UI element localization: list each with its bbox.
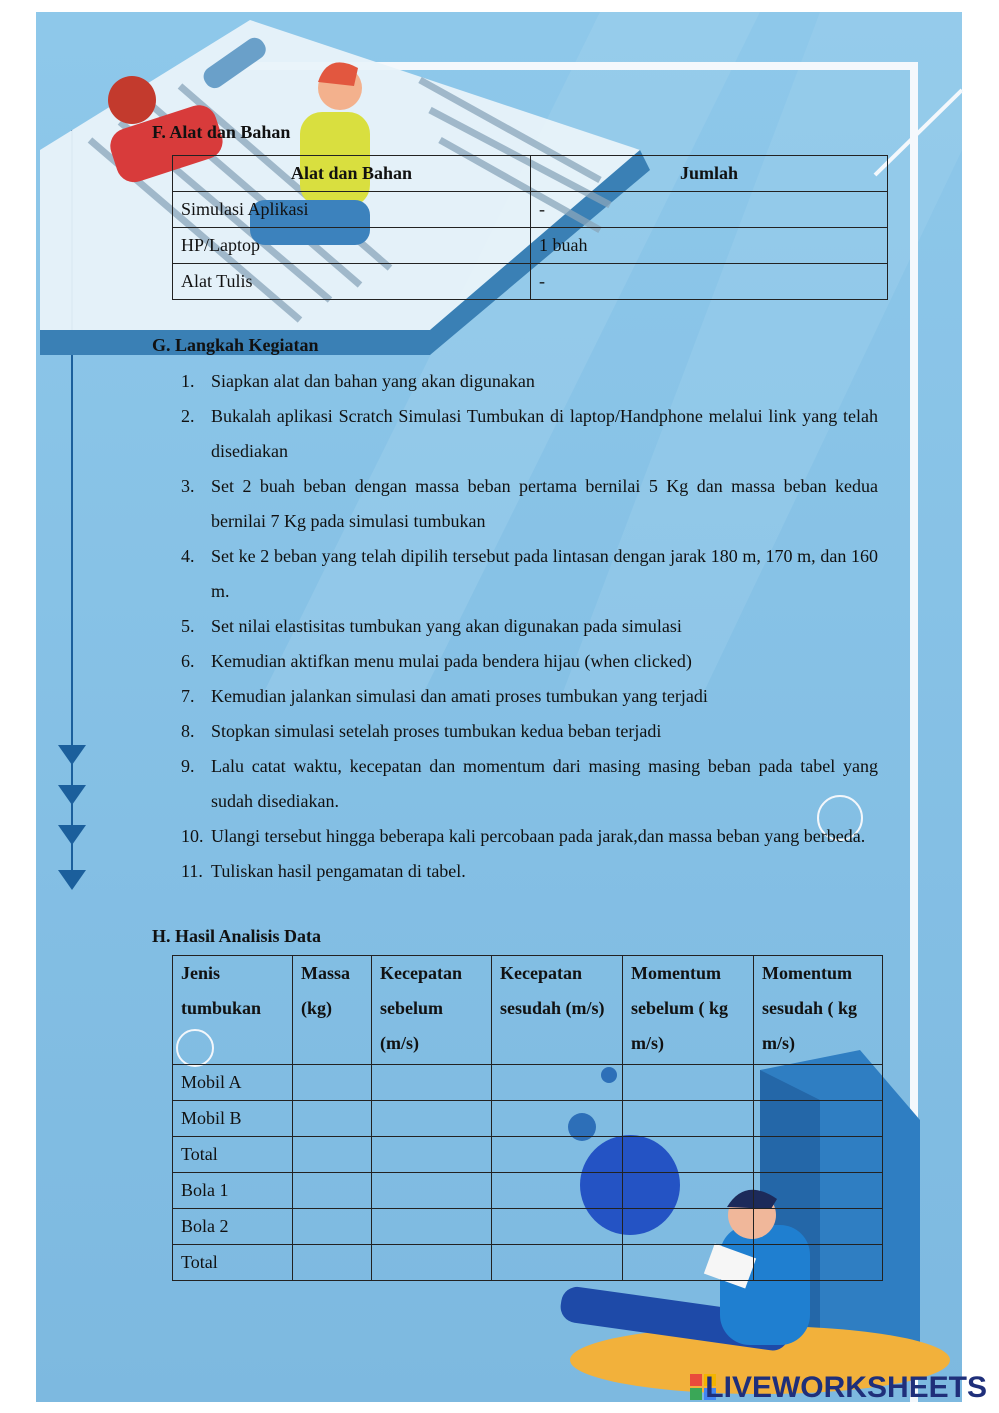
row-label: Total	[173, 1245, 293, 1281]
answer-cell[interactable]	[372, 1245, 492, 1281]
answer-cell[interactable]	[293, 1173, 372, 1209]
answer-cell[interactable]	[754, 1065, 883, 1101]
hasil-analisis-table	[172, 955, 883, 1281]
table-header: Kecepatan sesudah (m/s)	[492, 956, 623, 1065]
table-header: Momentum sebelum ( kg m/s)	[623, 956, 754, 1065]
row-label: Total	[173, 1137, 293, 1173]
answer-cell[interactable]	[754, 1173, 883, 1209]
list-item: 11. Tuliskan hasil pengamatan di tabel.	[181, 861, 466, 881]
answer-cell[interactable]	[372, 1137, 492, 1173]
list-item: 5. Set nilai elastisitas tumbukan yang akan digunakan pada simulasi	[181, 616, 682, 636]
answer-cell[interactable]	[372, 1101, 492, 1137]
answer-cell[interactable]	[492, 1137, 623, 1173]
answer-cell[interactable]	[293, 1137, 372, 1173]
table-header: Momentum sesudah ( kg m/s)	[754, 956, 883, 1065]
answer-cell[interactable]	[492, 1245, 623, 1281]
table-row	[173, 1101, 883, 1137]
section-f-title: F. Alat dan Bahan	[152, 122, 291, 142]
list-item: 3. Set 2 buah beban dengan massa beban pertama bernilai 5 Kg dan massa beban kedua bernilai 7 Kg pada simulasi tumbukan	[181, 476, 878, 531]
table-header: Jenis tumbukan	[173, 956, 293, 1065]
answer-cell[interactable]	[623, 1245, 754, 1281]
table-cell: HP/Laptop	[173, 228, 531, 264]
row-label: Mobil A	[173, 1065, 293, 1101]
answer-cell[interactable]	[754, 1209, 883, 1245]
section-g-title: G. Langkah Kegiatan	[152, 335, 319, 355]
answer-cell[interactable]	[492, 1209, 623, 1245]
answer-cell[interactable]	[492, 1173, 623, 1209]
answer-cell[interactable]	[293, 1101, 372, 1137]
answer-cell[interactable]	[623, 1137, 754, 1173]
list-item: 2. Bukalah aplikasi Scratch Simulasi Tumbukan di laptop/Handphone melalui link yang telah disediakan	[181, 406, 878, 461]
answer-cell[interactable]	[754, 1137, 883, 1173]
row-label: Bola 2	[173, 1209, 293, 1245]
table-header: Jumlah	[531, 156, 888, 192]
answer-cell[interactable]	[623, 1209, 754, 1245]
table-cell: Alat Tulis	[173, 264, 531, 300]
list-item: 4. Set ke 2 beban yang telah dipilih tersebut pada lintasan dengan jarak 180 m, 170 m, dan 160 m.	[181, 546, 878, 601]
section-h-title: H. Hasil Analisis Data	[152, 926, 322, 946]
table-row	[173, 192, 888, 228]
table-header: Massa (kg)	[293, 956, 372, 1065]
list-item: 1. Siapkan alat dan bahan yang akan digunakan	[181, 371, 535, 391]
alat-bahan-table	[172, 155, 888, 300]
table-cell: 1 buah	[531, 228, 888, 264]
answer-cell[interactable]	[293, 1245, 372, 1281]
row-label: Mobil B	[173, 1101, 293, 1137]
list-item: 9. Lalu catat waktu, kecepatan dan momentum dari masing masing beban pada tabel yang sudah disediakan.	[181, 756, 878, 811]
steps-list	[181, 364, 878, 889]
table-row	[173, 1137, 883, 1173]
table-row	[173, 1245, 883, 1281]
answer-cell[interactable]	[623, 1173, 754, 1209]
table-cell: -	[531, 264, 888, 300]
answer-cell[interactable]	[372, 1209, 492, 1245]
answer-cell[interactable]	[372, 1065, 492, 1101]
answer-cell[interactable]	[623, 1101, 754, 1137]
table-header: Kecepatan sebelum (m/s)	[372, 956, 492, 1065]
table-header: Alat dan Bahan	[173, 156, 531, 192]
table-row	[173, 1209, 883, 1245]
answer-cell[interactable]	[754, 1101, 883, 1137]
answer-cell[interactable]	[492, 1101, 623, 1137]
answer-cell[interactable]	[372, 1173, 492, 1209]
answer-cell[interactable]	[492, 1065, 623, 1101]
table-cell: -	[531, 192, 888, 228]
answer-cell[interactable]	[293, 1209, 372, 1245]
table-row	[173, 1065, 883, 1101]
table-cell: Simulasi Aplikasi	[173, 192, 531, 228]
answer-cell[interactable]	[623, 1065, 754, 1101]
row-label: Bola 1	[173, 1173, 293, 1209]
table-row	[173, 228, 888, 264]
list-item: 10. Ulangi tersebut hingga beberapa kali percobaan pada jarak,dan massa beban yang berbeda.	[181, 826, 866, 846]
list-item: 7. Kemudian jalankan simulasi dan amati proses tumbukan yang terjadi	[181, 686, 708, 706]
list-item: 8. Stopkan simulasi setelah proses tumbukan kedua beban terjadi	[181, 721, 662, 741]
table-row	[173, 264, 888, 300]
answer-cell[interactable]	[754, 1245, 883, 1281]
list-item: 6. Kemudian aktifkan menu mulai pada bendera hijau (when clicked)	[181, 651, 692, 671]
table-row	[173, 1173, 883, 1209]
brand-watermark: LIVEWORKSHEETS	[705, 1371, 987, 1404]
answer-cell[interactable]	[293, 1065, 372, 1101]
